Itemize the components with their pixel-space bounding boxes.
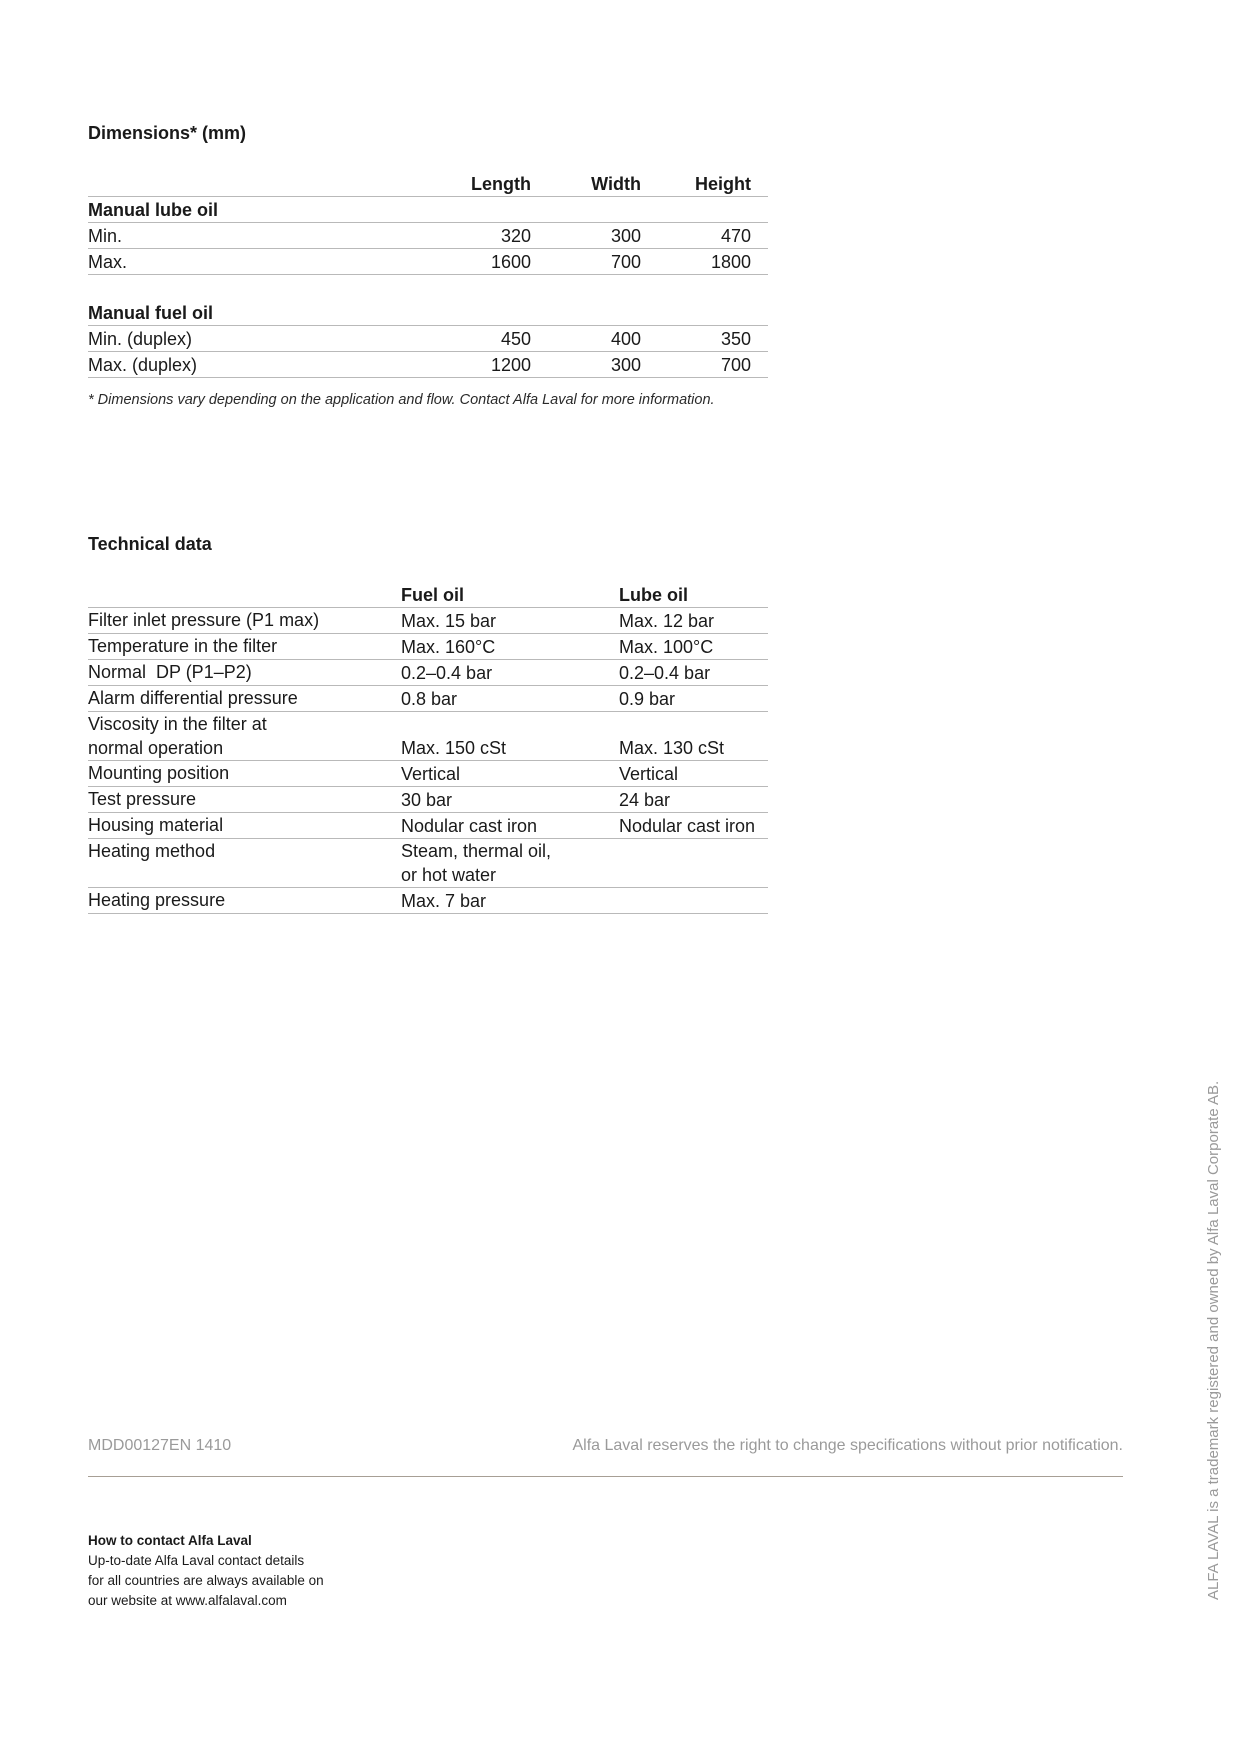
row-length: 320 bbox=[338, 223, 548, 249]
dimensions-header-row bbox=[88, 171, 768, 197]
row-lube: Max. 12 bar bbox=[619, 608, 768, 634]
technical-header-row bbox=[88, 582, 768, 608]
row-label: Mounting position bbox=[88, 761, 401, 787]
table-row bbox=[88, 326, 768, 352]
row-label-line2: normal operation bbox=[88, 738, 224, 758]
contact-line: Up-to-date Alfa Laval contact details bbox=[88, 1553, 305, 1568]
row-width: 400 bbox=[548, 326, 658, 352]
dimensions-col-width: Width bbox=[548, 171, 658, 197]
row-fuel-line2: or hot water bbox=[401, 865, 497, 885]
row-label bbox=[88, 712, 401, 761]
row-length: 1600 bbox=[338, 249, 548, 275]
spacer-row bbox=[88, 275, 768, 301]
table-row bbox=[88, 888, 768, 914]
technical-col-lube: Lube oil bbox=[619, 582, 768, 608]
row-label: Max. bbox=[88, 249, 338, 275]
row-fuel: 30 bar bbox=[401, 787, 619, 813]
row-lube: Nodular cast iron bbox=[619, 813, 768, 839]
dimensions-table bbox=[88, 171, 768, 378]
row-label: Normal DP (P1–P2) bbox=[88, 660, 401, 686]
table-row bbox=[88, 839, 768, 888]
dimensions-col-height: Height bbox=[658, 171, 768, 197]
group-row bbox=[88, 197, 768, 223]
group-name: Manual lube oil bbox=[88, 197, 768, 223]
dimensions-title: Dimensions* (mm) bbox=[88, 123, 247, 143]
contact-line: for all countries are always available on bbox=[88, 1573, 324, 1588]
document-code: MDD00127EN 1410 bbox=[88, 1437, 232, 1454]
table-row bbox=[88, 634, 768, 660]
row-fuel: Max. 7 bar bbox=[401, 888, 619, 914]
row-label-line1: Viscosity in the filter at bbox=[88, 714, 267, 734]
row-fuel bbox=[401, 839, 619, 888]
contact-line: our website at www.alfalaval.com bbox=[88, 1593, 287, 1608]
table-row bbox=[88, 249, 768, 275]
row-fuel-line1: Steam, thermal oil, bbox=[401, 841, 552, 861]
row-lube bbox=[619, 888, 768, 914]
dimensions-col-length: Length bbox=[338, 171, 548, 197]
row-lube: 24 bar bbox=[619, 787, 768, 813]
row-lube: Max. 130 cSt bbox=[619, 712, 768, 761]
row-lube: Vertical bbox=[619, 761, 768, 787]
row-label: Temperature in the filter bbox=[88, 634, 401, 660]
row-height: 470 bbox=[658, 223, 768, 249]
dimensions-header-blank bbox=[88, 171, 338, 197]
row-height: 700 bbox=[658, 352, 768, 378]
row-height: 350 bbox=[658, 326, 768, 352]
row-label: Test pressure bbox=[88, 787, 401, 813]
row-width: 700 bbox=[548, 249, 658, 275]
row-length: 1200 bbox=[338, 352, 548, 378]
footer-divider bbox=[88, 1476, 1123, 1477]
row-label: Filter inlet pressure (P1 max) bbox=[88, 608, 401, 634]
row-lube: Max. 100°C bbox=[619, 634, 768, 660]
technical-col-fuel: Fuel oil bbox=[401, 582, 619, 608]
technical-title: Technical data bbox=[88, 534, 212, 554]
row-height: 1800 bbox=[658, 249, 768, 275]
row-fuel: Max. 160°C bbox=[401, 634, 619, 660]
group-name: Manual fuel oil bbox=[88, 300, 768, 326]
contact-title: How to contact Alfa Laval bbox=[88, 1533, 252, 1548]
row-fuel: Max. 150 cSt bbox=[401, 712, 619, 761]
row-label: Heating pressure bbox=[88, 888, 401, 914]
row-fuel: 0.2–0.4 bar bbox=[401, 660, 619, 686]
technical-header-blank bbox=[88, 582, 401, 608]
table-row bbox=[88, 660, 768, 686]
row-label: Min. (duplex) bbox=[88, 326, 338, 352]
row-lube bbox=[619, 839, 768, 888]
row-fuel: Vertical bbox=[401, 761, 619, 787]
disclaimer: Alfa Laval reserves the right to change specifications without prior notification. bbox=[572, 1437, 1123, 1454]
table-row bbox=[88, 712, 768, 761]
row-length: 450 bbox=[338, 326, 548, 352]
row-label: Heating method bbox=[88, 839, 401, 888]
trademark-notice: ALFA LAVAL is a trademark registered and owned by Alfa Laval Corporate AB. bbox=[1205, 1080, 1222, 1600]
row-label: Max. (duplex) bbox=[88, 352, 338, 378]
table-row bbox=[88, 223, 768, 249]
table-row bbox=[88, 686, 768, 712]
row-fuel: Nodular cast iron bbox=[401, 813, 619, 839]
table-row bbox=[88, 608, 768, 634]
row-fuel: Max. 15 bar bbox=[401, 608, 619, 634]
row-width: 300 bbox=[548, 352, 658, 378]
row-lube: 0.9 bar bbox=[619, 686, 768, 712]
row-label: Alarm differential pressure bbox=[88, 686, 401, 712]
row-label: Housing material bbox=[88, 813, 401, 839]
table-row bbox=[88, 761, 768, 787]
dimensions-footnote: * Dimensions vary depending on the application and flow. Contact Alfa Laval for more information. bbox=[88, 392, 715, 408]
contact-block bbox=[88, 1531, 408, 1611]
table-row bbox=[88, 352, 768, 378]
row-label: Min. bbox=[88, 223, 338, 249]
row-width: 300 bbox=[548, 223, 658, 249]
technical-table bbox=[88, 582, 768, 914]
table-row bbox=[88, 813, 768, 839]
table-row bbox=[88, 787, 768, 813]
row-lube: 0.2–0.4 bar bbox=[619, 660, 768, 686]
row-fuel: 0.8 bar bbox=[401, 686, 619, 712]
group-row bbox=[88, 300, 768, 326]
